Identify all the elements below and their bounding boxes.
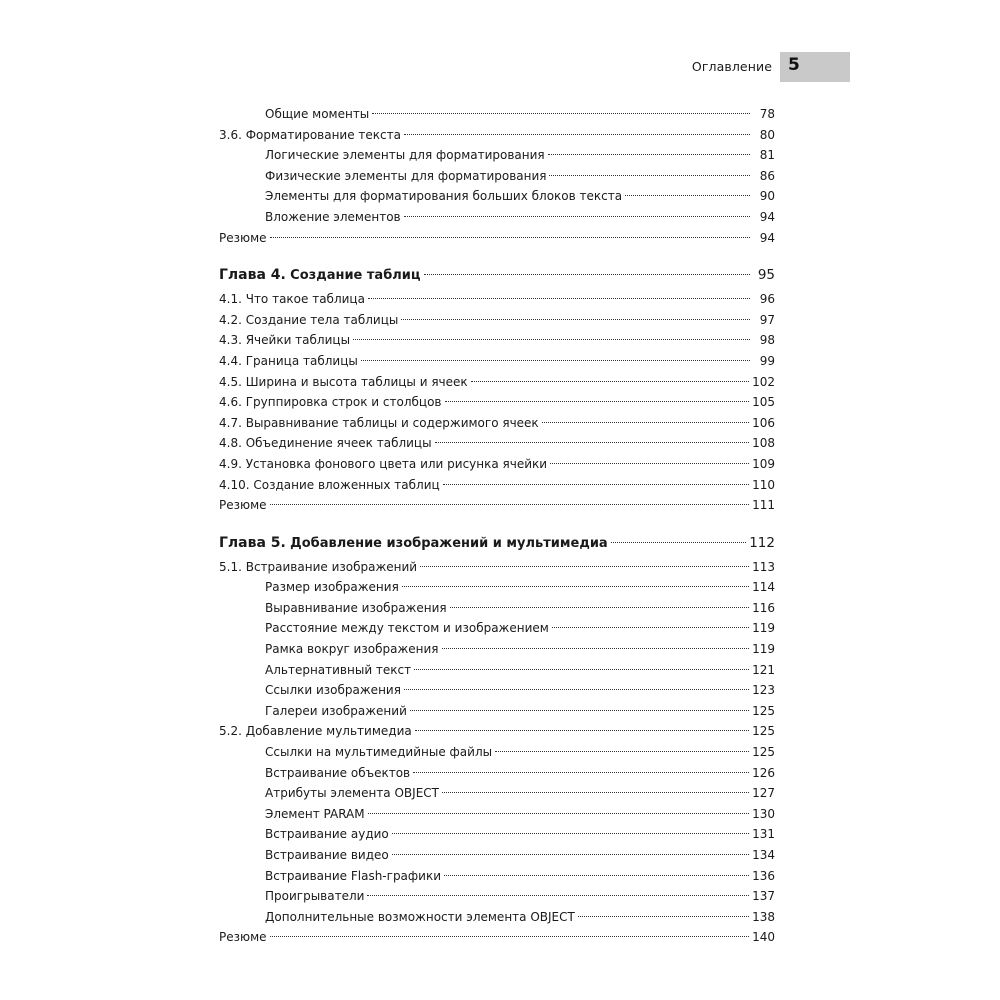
- toc-section-row: [219, 125, 775, 146]
- dot-leader: [625, 195, 750, 196]
- toc-section-row: [219, 392, 775, 413]
- toc-page-number: 102: [752, 374, 775, 389]
- toc-entry-label: Элементы для форматирования больших блоков текста: [265, 189, 623, 204]
- toc-entry-label: 4.6. Группировка строк и столбцов: [219, 395, 442, 410]
- toc-entry-label: Галереи изображений: [265, 703, 407, 718]
- toc-section-row: [219, 228, 775, 249]
- dot-leader: [372, 113, 750, 114]
- toc-page-number: 114: [752, 580, 775, 595]
- toc-page-number: 108: [752, 436, 775, 451]
- dot-leader: [578, 916, 749, 917]
- toc-subsection-row: [219, 598, 775, 619]
- table-of-contents: [219, 104, 775, 948]
- toc-page-number: 94: [759, 209, 775, 224]
- toc-entry-label: 4.7. Выравнивание таблицы и содержимого ячеек: [219, 415, 539, 430]
- dot-leader: [392, 854, 749, 855]
- chapter-title: Добавление изображений и мультимедиа: [290, 535, 608, 551]
- toc-page-number: 136: [752, 868, 775, 883]
- toc-section-row: [219, 454, 775, 475]
- toc-chapter-row: [219, 262, 775, 289]
- running-header: [0, 52, 1000, 82]
- dot-leader: [443, 484, 749, 485]
- dot-leader: [404, 134, 750, 135]
- toc-subsection-row: [219, 866, 775, 887]
- toc-section-row: [219, 721, 775, 742]
- dot-leader: [414, 669, 749, 670]
- toc-section-row: [219, 927, 775, 948]
- toc-section-row: [219, 351, 775, 372]
- dot-leader: [392, 833, 749, 834]
- dot-leader: [442, 792, 749, 793]
- dot-leader: [471, 381, 749, 382]
- toc-section-row: [219, 289, 775, 310]
- dot-leader: [368, 298, 750, 299]
- toc-page-number: 105: [752, 395, 775, 410]
- toc-subsection-row: [219, 660, 775, 681]
- toc-page-number: 130: [752, 806, 775, 821]
- toc-entry-label: Физические элементы для форматирования: [265, 168, 547, 183]
- toc-page-number: 116: [752, 600, 775, 615]
- toc-subsection-row: [219, 577, 775, 598]
- toc-entry-label: Расстояние между текстом и изображением: [265, 621, 549, 636]
- toc-subsection-row: [219, 166, 775, 187]
- toc-entry-label: [219, 262, 421, 289]
- toc-entry-label: Ссылки изображения: [265, 683, 401, 698]
- toc-subsection-row: [219, 701, 775, 722]
- toc-section-row: [219, 495, 775, 516]
- toc-section-row: [219, 330, 775, 351]
- dot-leader: [495, 751, 749, 752]
- toc-page-number: 78: [759, 107, 775, 121]
- toc-entry-label: Вложение элементов: [265, 209, 401, 224]
- toc-subsection-row: [219, 104, 775, 125]
- dot-leader: [401, 319, 750, 320]
- toc-section-row: [219, 475, 775, 496]
- toc-page-number: 125: [752, 745, 775, 760]
- toc-subsection-row: [219, 186, 775, 207]
- toc-page-number: 119: [752, 621, 775, 636]
- toc-subsection-row: [219, 207, 775, 228]
- toc-subsection-row: [219, 783, 775, 804]
- toc-entry-label: 4.5. Ширина и высота таблицы и ячеек: [219, 374, 468, 389]
- toc-page-number: 110: [752, 477, 775, 492]
- dot-leader: [424, 274, 750, 275]
- toc-page-number: 106: [752, 415, 775, 430]
- toc-page-number: 109: [752, 456, 775, 471]
- dot-leader: [415, 730, 749, 731]
- toc-entry-label: Логические элементы для форматирования: [265, 148, 545, 163]
- toc-subsection-row: [219, 742, 775, 763]
- toc-entry-label: Общие моменты: [265, 107, 370, 121]
- toc-subsection-row: [219, 639, 775, 660]
- dot-leader: [367, 895, 749, 896]
- dot-leader: [270, 237, 750, 238]
- toc-page-number: 80: [759, 127, 775, 142]
- toc-subsection-row: [219, 145, 775, 166]
- toc-subsection-row: [219, 763, 775, 784]
- toc-entry-label: 4.3. Ячейки таблицы: [219, 333, 351, 348]
- toc-page-number: 137: [752, 889, 775, 904]
- dot-leader: [368, 813, 749, 814]
- toc-entry-label: Атрибуты элемента OBJECT: [265, 786, 439, 801]
- dot-leader: [410, 710, 749, 711]
- toc-entry-label: Проигрыватели: [265, 889, 365, 904]
- toc-entry-label: Встраивание аудио: [265, 827, 389, 842]
- toc-chapter-row: [219, 530, 775, 557]
- toc-entry-label: Встраивание видео: [265, 848, 389, 862]
- toc-entry-label: 5.1. Встраивание изображений: [219, 559, 418, 574]
- toc-subsection-row: [219, 804, 775, 825]
- dot-leader: [548, 154, 750, 155]
- toc-entry-label: Дополнительные возможности элемента OBJECT: [265, 909, 575, 924]
- toc-subsection-row: [219, 886, 775, 907]
- dot-leader: [404, 689, 749, 690]
- toc-entry-label: 4.2. Создание тела таблицы: [219, 312, 399, 327]
- toc-page-number: 94: [759, 230, 775, 245]
- toc-page-number: 140: [752, 930, 775, 945]
- toc-entry-label: 3.6. Форматирование текста: [219, 127, 401, 142]
- toc-entry-label: Резюме: [219, 230, 267, 245]
- dot-leader: [435, 442, 750, 443]
- toc-entry-label: 4.10. Создание вложенных таблиц: [219, 477, 440, 492]
- chapter-number: Глава 4.: [219, 267, 286, 284]
- running-title: Оглавление: [691, 59, 772, 74]
- toc-entry-label: Встраивание Flash-графики: [265, 868, 442, 883]
- toc-page-number: 86: [759, 168, 775, 183]
- toc-page-number: 125: [752, 703, 775, 718]
- dot-leader: [542, 422, 749, 423]
- toc-entry-label: Рамка вокруг изображения: [265, 642, 439, 657]
- toc-page-number: 131: [752, 827, 775, 842]
- dot-leader: [270, 504, 750, 505]
- dot-leader: [353, 339, 750, 340]
- toc-subsection-row: [219, 824, 775, 845]
- toc-subsection-row: [219, 907, 775, 928]
- toc-entry-label: Ссылки на мультимедийные файлы: [265, 745, 493, 760]
- toc-section-row: [219, 413, 775, 434]
- toc-entry-label: Элемент PARAM: [265, 806, 365, 821]
- toc-subsection-row: [219, 680, 775, 701]
- dot-leader: [402, 586, 749, 587]
- toc-subsection-row: [219, 845, 775, 866]
- toc-page-number: 123: [752, 683, 775, 698]
- chapter-number: Глава 5.: [219, 534, 286, 551]
- toc-page-number: 121: [752, 662, 775, 677]
- toc-entry-label: Размер изображения: [265, 580, 399, 595]
- toc-page-number: 96: [759, 292, 775, 307]
- dot-leader: [444, 875, 749, 876]
- toc-page-number: 111: [752, 498, 775, 513]
- toc-section-row: [219, 557, 775, 578]
- toc-page-number: 98: [759, 333, 775, 348]
- dot-leader: [270, 936, 750, 937]
- page-number-tab: [780, 52, 850, 82]
- dot-leader: [450, 607, 749, 608]
- toc-subsection-row: [219, 618, 775, 639]
- dot-leader: [420, 566, 749, 567]
- dot-leader: [442, 648, 750, 649]
- toc-entry-label: Резюме: [219, 498, 267, 513]
- toc-page-number: 134: [752, 848, 775, 862]
- toc-page-number: 126: [752, 765, 775, 780]
- toc-page-number: 119: [752, 642, 775, 657]
- page-number: 5: [788, 55, 800, 75]
- chapter-title: Создание таблиц: [290, 268, 421, 284]
- toc-page-number: 125: [752, 724, 775, 739]
- toc-page-number: 112: [749, 534, 775, 551]
- toc-page-number: 97: [759, 312, 775, 327]
- toc-entry-label: 4.9. Установка фонового цвета или рисунка ячейки: [219, 456, 548, 471]
- toc-page-number: 99: [759, 353, 775, 368]
- toc-page-number: 95: [757, 267, 775, 284]
- toc-page-number: 90: [759, 189, 775, 204]
- toc-section-row: [219, 433, 775, 454]
- toc-page-number: 127: [752, 786, 775, 801]
- toc-entry-label: 4.8. Объединение ячеек таблицы: [219, 436, 432, 451]
- dot-leader: [404, 216, 750, 217]
- toc-entry-label: [219, 530, 608, 557]
- toc-entry-label: 4.1. Что такое таблица: [219, 292, 365, 307]
- dot-leader: [361, 360, 750, 361]
- toc-entry-label: 5.2. Добавление мультимедиа: [219, 724, 412, 739]
- toc-page-number: 81: [759, 148, 775, 163]
- dot-leader: [550, 463, 749, 464]
- toc-entry-label: Выравнивание изображения: [265, 600, 447, 615]
- dot-leader: [413, 772, 749, 773]
- toc-section-row: [219, 310, 775, 331]
- toc-entry-label: 4.4. Граница таблицы: [219, 353, 358, 368]
- dot-leader: [611, 542, 747, 543]
- toc-section-row: [219, 372, 775, 393]
- toc-entry-label: Альтернативный текст: [265, 662, 412, 677]
- toc-entry-label: Встраивание объектов: [265, 765, 411, 780]
- toc-page-number: 113: [752, 559, 775, 574]
- dot-leader: [445, 401, 750, 402]
- dot-leader: [552, 627, 749, 628]
- toc-page-number: 138: [752, 909, 775, 924]
- dot-leader: [549, 175, 750, 176]
- toc-entry-label: Резюме: [219, 930, 267, 945]
